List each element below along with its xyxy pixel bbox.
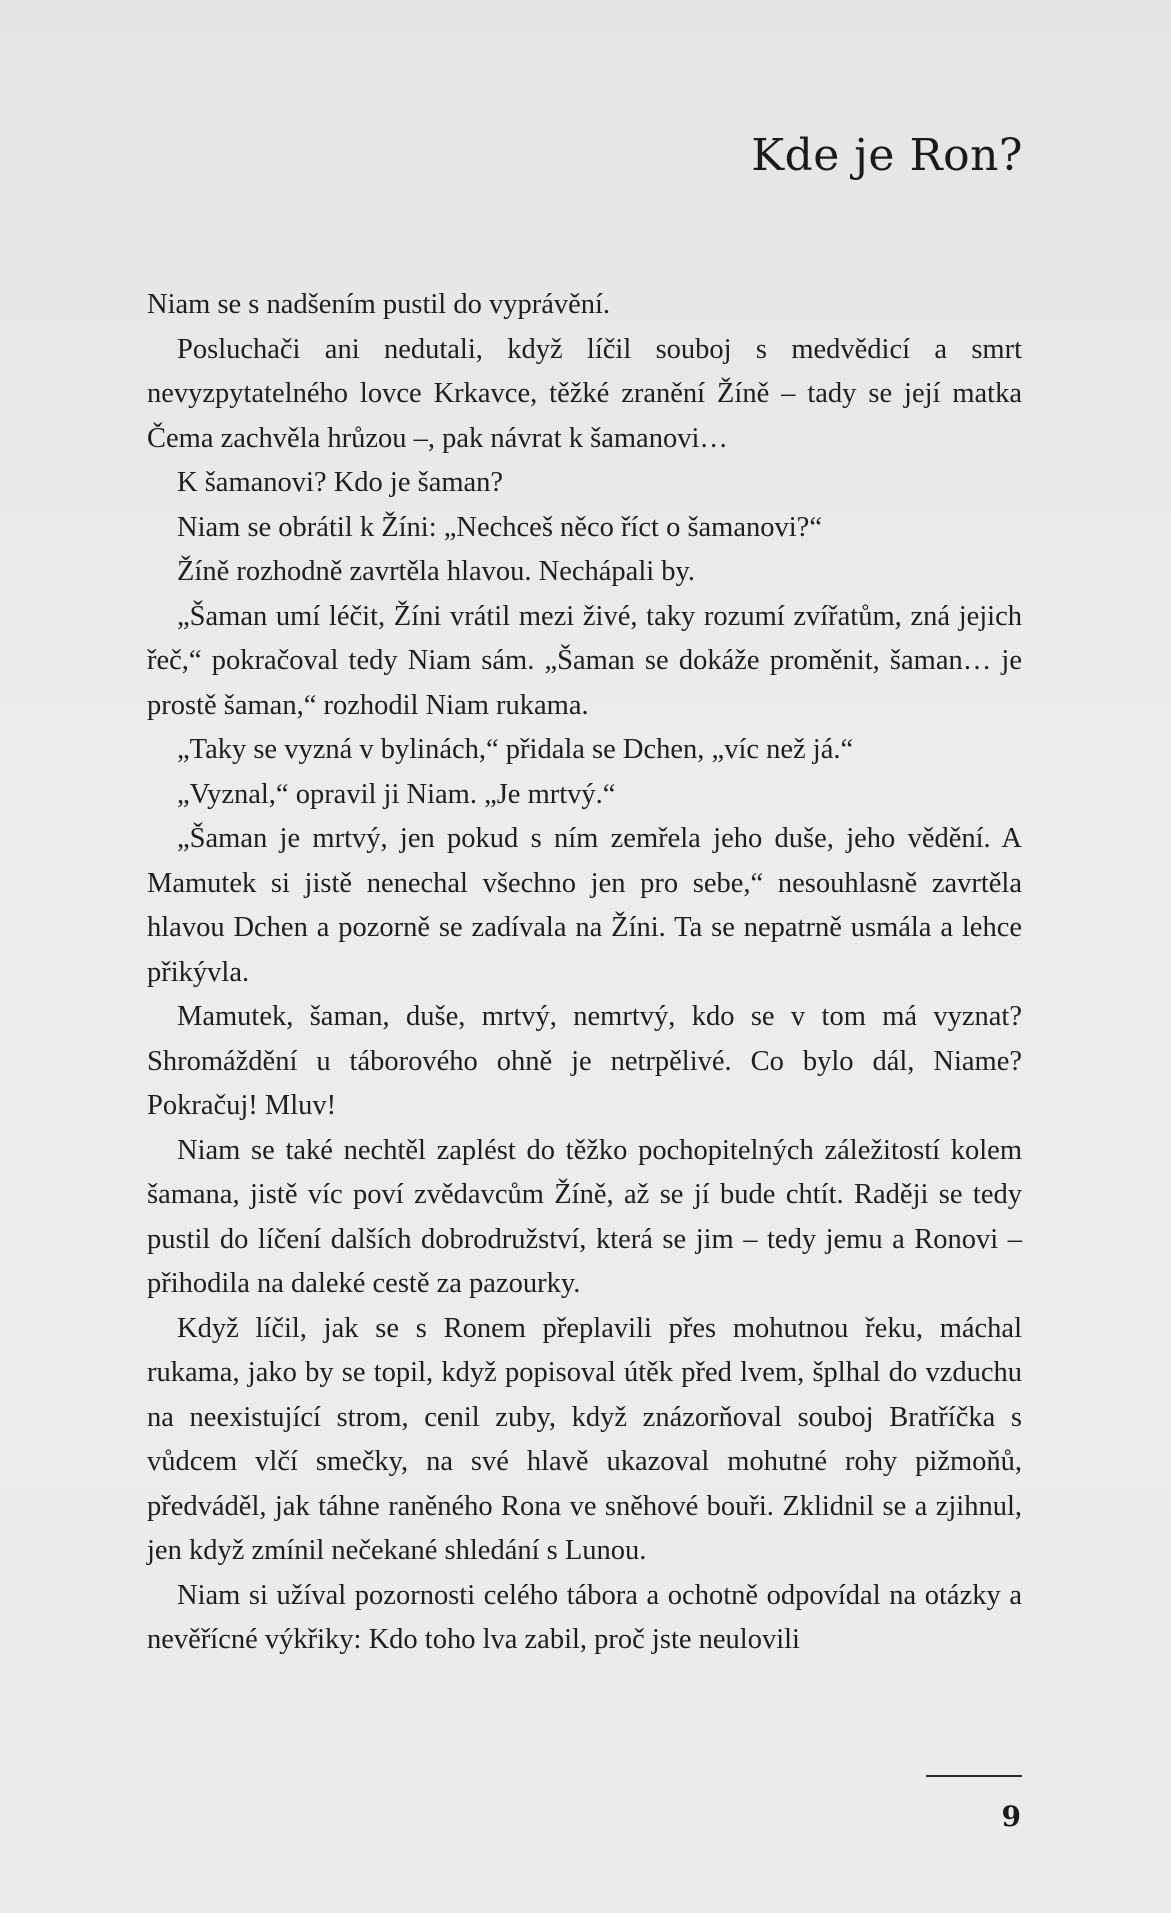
paragraph: „Vyznal,“ opravil ji Niam. „Je mrtvý.“ [177,778,616,810]
page-number: 9 [1001,1800,1021,1833]
paragraph: Niam si užíval pozornosti celého tábora a ochotně odpovídal na otázky a nevěřícné výkřiky: Kdo toho lva zabil, proč jste neulovili [147,1579,1022,1655]
footer-rule [926,1775,1022,1777]
paragraph: Niam se obrátil k Žíni: „Nechceš něco říct o šamanovi?“ [177,511,822,543]
paragraph: „Taky se vyzná v bylinách,“ přidala se Dchen, „víc než já.“ [177,734,854,765]
paragraph: K šamanovi? Kdo je šaman? [177,467,504,498]
paragraph: „Šaman umí léčit, Žíni vrátil mezi živé, taky rozumí zvířatům, zná jejich řeč,“ pokračoval tedy Niam sám. „Šaman se dokáže proměnit, šaman… je prostě šaman,“ rozhodil Niam rukama. [147,600,1022,721]
paragraph: Niam se také nechtěl zaplést do těžko pochopitelných záležitostí kolem šamana, jistě víc poví zvědavcům Žíně, až se jí bude chtít. Raději se tedy pustil do líčení dalších dobrodružství, která se jim – tedy jemu a Ronovi – přihodila na daleké cestě za pazourky. [147,1134,1022,1299]
paragraph: Mamutek, šaman, duše, mrtvý, nemrtvý, kdo se v tom má vyznat? Shromáždění u táborového ohně je netrpělivé. Co bylo dál, Niame? Pokračuj! Mluv! [147,1001,1022,1121]
paragraph: Když líčil, jak se s Ronem přeplavili přes mohutnou řeku, máchal rukama, jako by se topil, když popisoval útěk před lvem, šplhal do vzduchu na neexistující strom, cenil zuby, když znázorňoval souboj Bratříčka s vůdcem vlčí smečky, na své hlavě ukazoval mohutné rohy pižmoňů, předváděl, jak táhne raněného Rona ve sněhové bouři. Zklidnil se a zjihnul, jen když zmínil nečekané shledání s Lunou. [147,1312,1022,1566]
paragraph: Niam se s nadšením pustil do vyprávění. [147,289,611,320]
paragraph: „Šaman je mrtvý, jen pokud s ním zemřela jeho duše, jeho vědění. A Mamutek si jistě nenechal všechno jen pro sebe,“ nesouhlasně zavrtěla hlavou Dchen a pozorně se zadívala na Žíni. Ta se nepatrně usmála a lehce přikývla. [147,823,1022,988]
body-text [147,283,1022,1663]
paragraph: Žíně rozhodně zavrtěla hlavou. Nechápali by. [177,556,696,587]
chapter-title: Kde je Ron? [751,130,1023,181]
paragraph: Posluchači ani nedutali, když líčil souboj s medvědicí a smrt nevyzpytatelného lovce Krkavce, těžké zranění Žíně – tady se její matka Čema zachvěla hrůzou –, pak návrat k šamanovi… [147,333,1022,454]
